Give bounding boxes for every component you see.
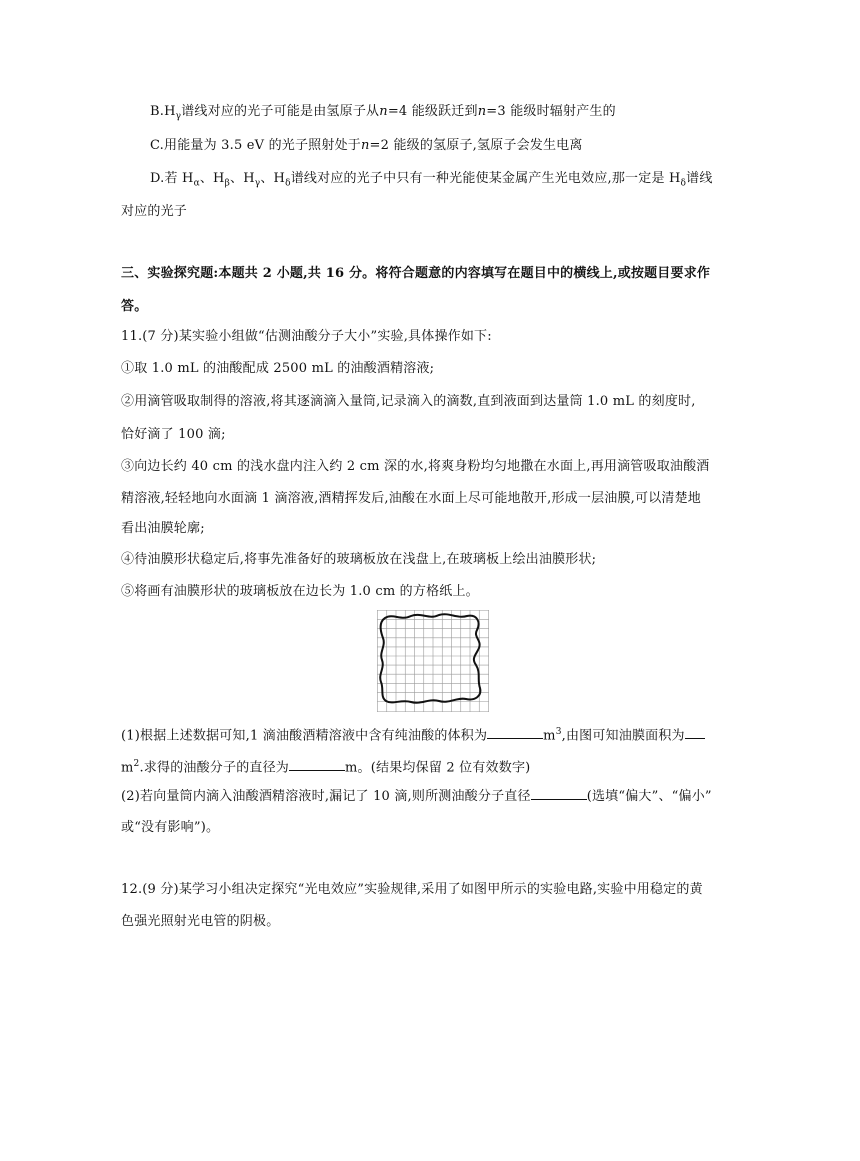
option-c (150, 137, 583, 155)
q11-part2-text-b: (选填“偏大”、“偏小” (586, 789, 712, 804)
q11-step2-line2: 恰好滴了 100 滴; (121, 427, 226, 442)
option-d-s5: δ (680, 178, 687, 189)
option-c-t1: C.用能量为 3.5 eV 的光子照射处于 (150, 138, 361, 153)
q11-part1-unit-m: m (543, 728, 556, 744)
q11-step3-line2: 精溶液,轻轻地向水面滴 1 滴溶液,酒精挥发后,油酸在水面上尽可能地散开,形成一层油膜,可以清楚地 (121, 491, 701, 506)
diameter-effect-blank[interactable] (531, 787, 587, 800)
q11-part1-text-a: (1)根据上述数据可知,1 滴油酸酒精溶液中含有纯油酸的体积为 (121, 728, 488, 744)
section3-heading-line1: 三、实验探究题:本题共 2 小题,共 16 分。将符合题意的内容填写在题目中的横线上,或按题目要求作 (121, 266, 711, 281)
option-c-n: n (360, 138, 370, 153)
option-b-t3: =3 能级时辐射产生的 (486, 104, 616, 119)
option-d-line2: 对应的光子 (121, 204, 188, 219)
oil-film-grid-figure (377, 610, 489, 712)
option-d-t1: D.若 H (150, 171, 194, 186)
q11-step5: ⑤将画有油膜形状的玻璃板放在边长为 1.0 cm 的方格纸上。 (121, 584, 479, 599)
option-b (150, 103, 616, 126)
option-d-t4: 、H (260, 171, 286, 186)
option-d-s4: δ (285, 178, 291, 189)
q11-part2-line2: 或“没有影响”)。 (121, 820, 220, 835)
option-d-t5: 谱线对应的光子中只有一种光能使某金属产生光电效应,那一定是 H (290, 171, 681, 186)
option-b-n2: n (477, 104, 487, 119)
option-b-sub: γ (175, 111, 182, 122)
q11-part2-line1 (121, 787, 712, 806)
area-answer-blank[interactable] (685, 726, 705, 739)
q11-part2-text-a: (2)若向量筒内滴入油酸酒精溶液时,漏记了 10 滴,则所测油酸分子直径 (121, 789, 531, 804)
q11-step1: ①取 1.0 mL 的油酸配成 2500 mL 的油酸酒精溶液; (121, 361, 435, 376)
volume-answer-blank[interactable] (487, 726, 543, 739)
q11-title: 11.(7 分)某实验小组做“估测油酸分子大小”实验,具体操作如下: (121, 329, 492, 344)
option-d-t6: 谱线 (686, 171, 713, 186)
q11-part1-text-d: m。(结果均保留 2 位有效数字) (345, 760, 531, 776)
option-b-prefix: B.H (150, 104, 176, 119)
q11-step3-line3: 看出油膜轮廓; (121, 521, 205, 536)
option-d (150, 170, 713, 193)
q11-part1-text-b: ,由图可知油膜面积为 (561, 728, 685, 744)
q11-part1-line1 (121, 723, 705, 745)
option-b-t2: =4 能级跃迁到 (387, 104, 478, 119)
q11-part1-text-c: .求得的油酸分子的直径为 (139, 760, 290, 776)
option-c-t2: =2 能级的氢原子,氢原子会发生电离 (369, 138, 583, 153)
q11-step4: ④待油膜形状稳定后,将事先准备好的玻璃板放在浅盘上,在玻璃板上绘出油膜形状; (121, 552, 597, 567)
q12-line1: 12.(9 分)某学习小组决定探究“光电效应”实验规律,采用了如图甲所示的实验电路,实验中用稳定的黄 (121, 882, 703, 897)
q11-part1-unit-m2: m (121, 760, 134, 776)
q11-part1-line2 (121, 755, 530, 777)
q11-step3-line1: ③向边长约 40 cm 的浅水盘内注入约 2 cm 深的水,将爽身粉均匀地撒在水面上,再用滴管吸取油酸酒 (121, 459, 710, 474)
option-d-s1: α (193, 178, 200, 189)
grid-paper (377, 610, 489, 712)
diameter-answer-blank[interactable] (289, 758, 345, 771)
option-d-s2: β (224, 178, 230, 189)
oil-film-outline (380, 614, 480, 703)
option-d-t2: 、H (199, 171, 225, 186)
section3-heading-line2: 答。 (121, 299, 148, 314)
q11-part1-sup2: 2 (133, 759, 140, 769)
option-d-s3: γ (254, 178, 261, 189)
option-b-n1: n (379, 104, 388, 119)
q11-part1-sup3: 3 (555, 727, 562, 737)
option-d-t3: 、H (230, 171, 255, 186)
option-b-text: 谱线对应的光子可能是由氢原子从 (181, 104, 380, 119)
q11-step2-line1: ②用滴管吸取制得的溶液,将其逐滴滴入量筒,记录滴入的滴数,直到液面到达量筒 1.0 mL 的刻度时, (121, 394, 696, 409)
q12-line2: 色强光照射光电管的阴极。 (121, 914, 280, 929)
